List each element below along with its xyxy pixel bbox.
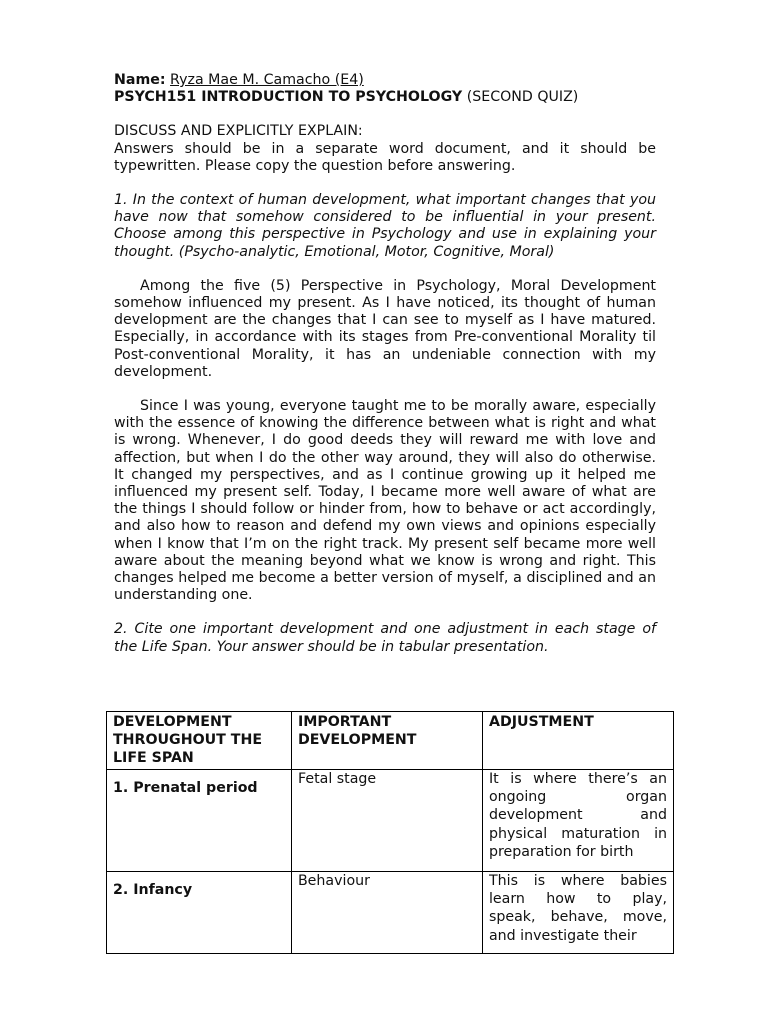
header-important-development: IMPORTANT DEVELOPMENT <box>291 712 482 770</box>
answer-1-paragraph-1: Among the five (5) Perspective in Psychology, Moral Development somehow influenced my present. As I have noticed, its thought of human development are the changes that I can see to myself as I have matured. Especially, in accordance with its stages from Pre-conventional Morality til Post-conventional Morality, it has an undeniable connection with my development. <box>114 277 656 380</box>
instructions-title: DISCUSS AND EXPLICITLY EXPLAIN: <box>114 123 363 140</box>
document-page <box>114 72 656 656</box>
development-cell: Behaviour <box>291 872 482 954</box>
table-row <box>107 770 674 872</box>
name-label: Name: <box>114 72 166 88</box>
header-adjustment: ADJUSTMENT <box>482 712 673 770</box>
question-1: 1. In the context of human development, what important changes that you have now that somehow considered to be influential in your present. Choose among this perspective in Psychology and use in explaining your thought. (Psycho-analytic, Emotional, Motor, Cognitive, Moral) <box>114 192 656 260</box>
name-line <box>114 72 656 89</box>
course-title <box>114 89 656 106</box>
instructions-text: Answers should be in a separate word document, and it should be typewritten. Please copy the question before answering. <box>114 140 656 174</box>
table-header-row <box>107 712 674 770</box>
question-2: 2. Cite one important development and one adjustment in each stage of the Life Span. Your answer should be in tabular presentation. <box>114 621 656 655</box>
adjustment-cell <box>482 872 673 954</box>
quiz-label: (SECOND QUIZ) <box>462 89 579 106</box>
adjustment-cell: It is where there’s an ongoing organ development and physical maturation in preparation for birth <box>482 770 673 872</box>
stage-cell: 1. Prenatal period <box>107 770 292 872</box>
course-code: PSYCH151 INTRODUCTION TO PSYCHOLOGY <box>114 89 463 106</box>
stage-cell: 2. Infancy <box>107 872 292 954</box>
development-cell: Fetal stage <box>291 770 482 872</box>
student-name: Ryza Mae M. Camacho (E4) <box>170 72 364 88</box>
life-span-table <box>106 711 674 954</box>
header-development-throughout: DEVELOPMENT THROUGHOUT THE LIFE SPAN <box>107 712 292 770</box>
answer-1-paragraph-2: Since I was young, everyone taught me to be morally aware, especially with the essence of knowing the difference between what is right and what is wrong. Whenever, I do good deeds they will reward me with love and affection, but when I do the other way around, they will also do otherwise. It changed my perspectives, and as I continue growing up it helped me influenced my present self. Today, I became more well aware of what are the things I should follow or hinder from, how to behave or act accordingly, and also how to reason and defend my own views and opinions especially when I know that I’m on the right track. My present self became more well aware about the meaning beyond what we know is wrong and right. This changes helped me become a better version of myself, a disciplined and an understanding one. <box>114 398 656 604</box>
adjustment-text: This is where babies learn how to play, speak, behave, move, and investigate their <box>488 873 667 944</box>
table-row <box>107 872 674 954</box>
